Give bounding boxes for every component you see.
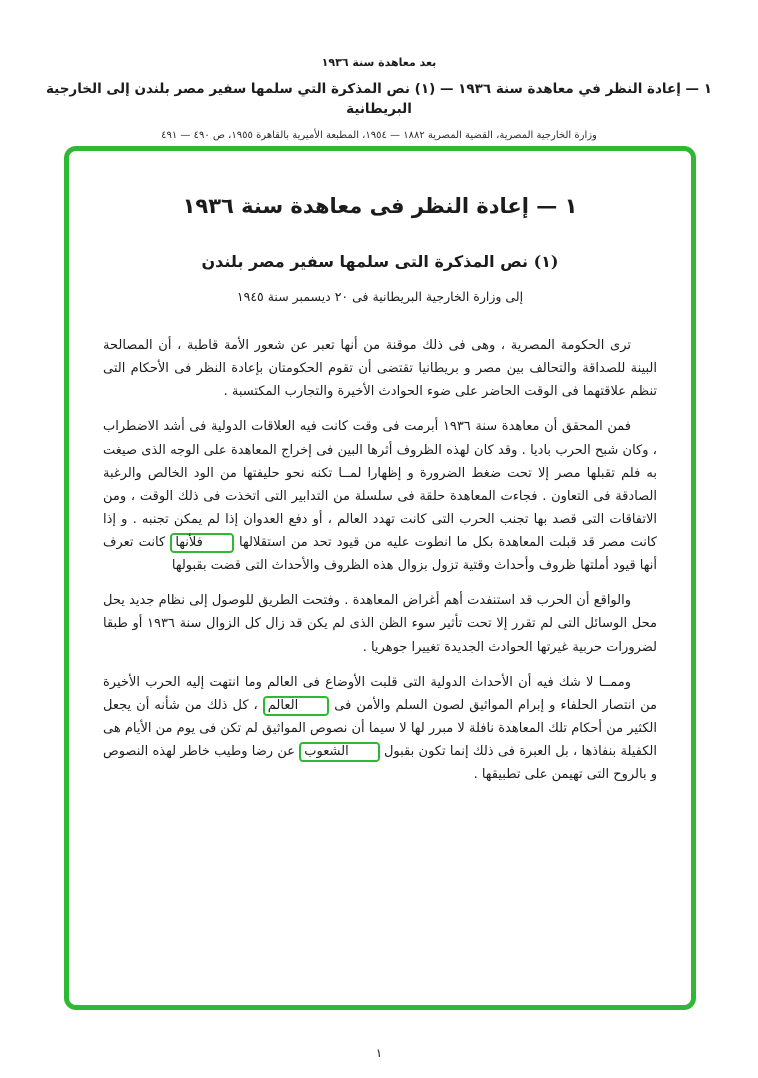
source-citation: وزارة الخارجية المصرية، القضية المصرية ١٨٨٢ — ١٩٥٤، المطبعة الأميرية بالقاهرة ١٩٥٥، ص ٤٩٠ — ٤٩١	[161, 129, 597, 141]
green-annotation-frame	[64, 146, 696, 1010]
page-number: ١	[375, 1046, 383, 1060]
highlighted-word: العالم	[263, 696, 329, 716]
highlighted-word: الشعوب	[299, 742, 379, 762]
paragraph-text: ، كل ذلك من شأنه أن يجعل الكثير من أحكام تلك المعاهدة نافلة لا مبرر لها لا سيما أن نصوص المواثيق لم تكن فى يوم من الأيام هى الكفيلة بنفاذها ، بل العبرة فى ذلك إنما تكون بقبول	[103, 697, 657, 759]
paragraph	[103, 671, 657, 787]
paragraph-text: ترى الحكومة المصرية ، وهى فى ذلك موقنة من أنها تعبر عن شعور الأمة قاطبة ، أن المصالحة البينة للصداقة والتحالف بين مصر و بريطانيا تقتضى أن تقوم الحكومتان بإعادة النظر فى الأحكام التى تنظم علاقتهما فى الوقت الحاضر على ضوء الحوادث الأخيرة والتجارب المكتسبة .	[103, 338, 657, 400]
paragraph-text: كانت تعرف أنها قيود أملتها ظروف وأحداث وقتية تزول بزوال هذه الظروف والأحداث التى قضت بقبولها	[103, 535, 657, 574]
document-title: ١ — إعادة النظر فى معاهدة سنة ١٩٣٦	[182, 193, 578, 218]
paragraph-text: والواقع أن الحرب قد استنفدت أهم أغراض المعاهدة . وفتحت الطريق للوصول إلى نظام جديد يحل محل الوسائل التى لم تقرر إلا تحت تأثير سوء الظن الذى لم يكن قد زال كل الزوال سنة ١٩٣٦ أو طبقا لضرورات حربية غيرتها الحوادث الجديدة تغييرا جوهريا .	[103, 593, 657, 655]
top-matter	[0, 0, 758, 143]
document-paragraphs	[103, 334, 657, 786]
document-subtitle: (١) نص المذكرة التى سلمها سفير مصر بلندن	[201, 252, 559, 271]
paragraph-text: عن رضا وطيب خاطر لهذه النصوص و بالروح التى تهيمن على تطبيقها .	[103, 744, 657, 783]
highlighted-word: فلأنها	[170, 533, 234, 553]
document-header: ١ — إعادة النظر في معاهدة سنة ١٩٣٦ — (١) نص المذكرة التي سلمها سفير مصر بلندن إلى الخارجية البريطانية	[46, 81, 712, 118]
paragraph	[103, 589, 657, 658]
paragraph	[103, 415, 657, 577]
paragraph-text: وممــا لا شك فيه أن الأحداث الدولية التى قلبت الأوضاع فى العالم وما انتهت إليه الحرب الأخيرة من انتصار الحلفاء و إبرام المواثيق لصون السلم والأمن فى	[103, 674, 657, 713]
document-dateline: إلى وزارة الخارجية البريطانية فى ٢٠ ديسمبر سنة ١٩٤٥	[236, 289, 524, 304]
paragraph-text: فمن المحقق أن معاهدة سنة ١٩٣٦ أبرمت فى وقت كانت فيه العلاقات الدولية فى أشد الاضطراب ، وكان شبح الحرب باديا . وقد كان لهذه الظروف أثرها البين فى إخراج المعاهدة على الوجه الذى صيغت به فلم تقبلها مصر إلا تحت ضغط الضرورة و إظهارا لمــا تكنه نحو حليفتها من الود الخالص والرغبة الصادقة فى التعاون . فجاءت المعاهدة حلقة فى سلسلة من التدابير التى اتخذت فى ذلك الوقت ، ومن الاتفاقات التى قصد بها تجنب الحرب التى كانت تهدد العالم ، أو دفع العدوان إذا لم يمكن تجنبه . و إذا كانت مصر قد قبلت المعاهدة بكل ما انطوت عليه من قيود تحد من استقلالها	[103, 419, 657, 550]
running-head: بعد معاهدة سنة ١٩٣٦	[321, 56, 437, 69]
paragraph	[103, 334, 657, 403]
